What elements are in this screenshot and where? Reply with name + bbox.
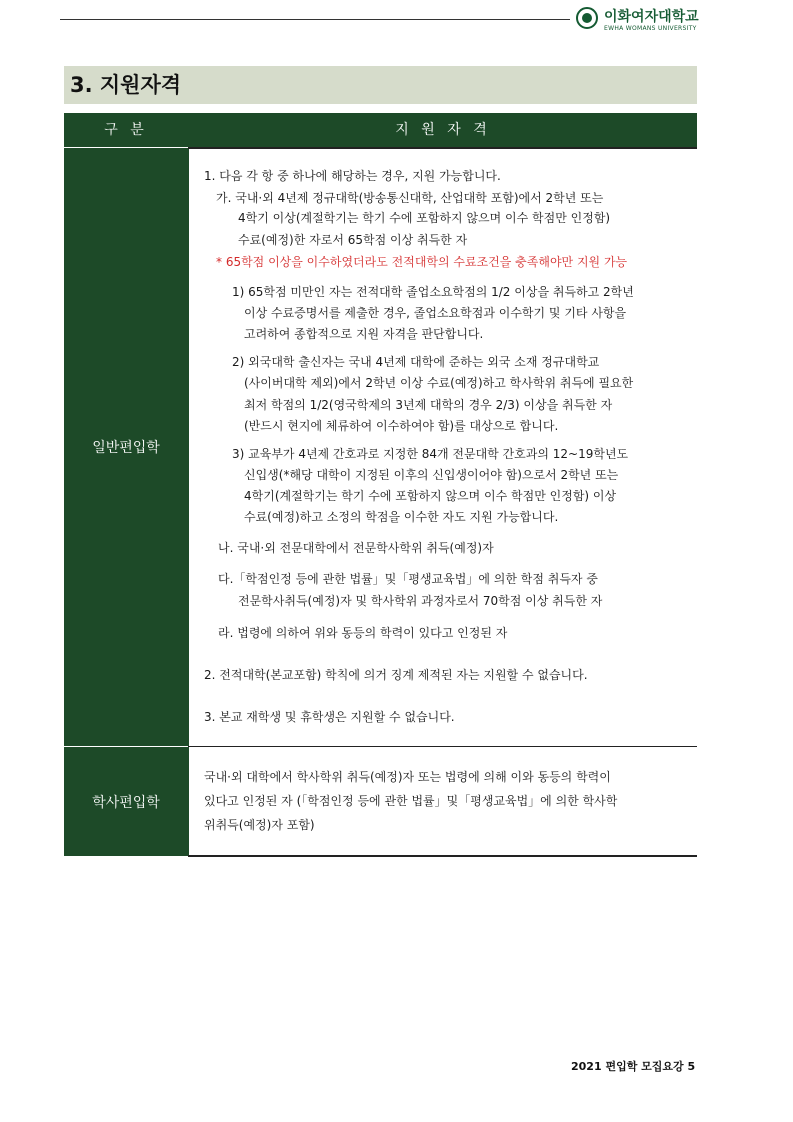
row-divider bbox=[188, 746, 697, 747]
eligibility-table bbox=[64, 113, 697, 857]
page-footer: 2021 편입학 모집요강 5 bbox=[571, 1060, 696, 1073]
bachelor-line-1: 국내·외 대학에서 학사학위 취득(예정)자 또는 법령에 의해 이와 동등의 학력이 bbox=[204, 770, 611, 784]
item-1-da: 다.「학점인정 등에 관한 법률」및「평생교육법」에 의한 학점 취득자 중 bbox=[218, 572, 598, 586]
sub-item-2-line3: 최저 학점의 1/2(영국학제의 3년제 대학의 경우 2/3) 이상을 취득한 자 bbox=[244, 398, 613, 412]
logo-subtitle: EWHA WOMANS UNIVERSITY bbox=[604, 25, 697, 32]
item-3: 3. 본교 재학생 및 휴학생은 지원할 수 없습니다. bbox=[204, 710, 455, 724]
item-1-ga-line2: 4학기 이상(계절학기는 학기 수에 포함하지 않으며 이수 학점만 인정함) bbox=[238, 211, 611, 225]
item-1-ga-line3: 수료(예정)한 자로서 65학점 이상 취득한 자 bbox=[238, 233, 468, 247]
sub-item-1-line3: 고려하여 종합적으로 지원 자격을 판단합니다. bbox=[244, 327, 484, 341]
note-completion-condition: * 65학점 이상을 이수하였더라도 전적대학의 수료조건을 충족해야만 지원 가능 bbox=[216, 255, 628, 269]
item-1-na: 나. 국내·외 전문대학에서 전문학사학위 취득(예정)자 bbox=[218, 541, 494, 555]
university-seal-icon bbox=[576, 7, 598, 29]
item-1-ra: 라. 법령에 의하여 위와 동등의 학력이 있다고 인정된 자 bbox=[218, 626, 508, 640]
row-label-bachelor bbox=[64, 747, 188, 856]
item-1-da-line2: 전문학사취득(예정)자 및 학사학위 과정자로서 70학점 이상 취득한 자 bbox=[238, 594, 603, 608]
header-category: 구 분 bbox=[64, 113, 188, 147]
sub-item-3-line3: 4학기(계절학기는 학기 수에 포함하지 않으며 이수 학점만 인정함) 이상 bbox=[244, 489, 617, 503]
header-divider bbox=[188, 147, 697, 149]
bachelor-line-2: 있다고 인정된 자 (「학점인정 등에 관한 법률」및「평생교육법」에 의한 학사학 bbox=[204, 794, 618, 808]
sub-item-2: 2) 외국대학 출신자는 국내 4년제 대학에 준하는 외국 소재 정규대학교 bbox=[232, 355, 600, 369]
item-2: 2. 전적대학(본교포함) 학칙에 의거 징계 제적된 자는 지원할 수 없습니다. bbox=[204, 668, 588, 682]
header-rule bbox=[60, 19, 570, 20]
sub-item-2-line4: (반드시 현지에 체류하여 이수하여야 함)를 대상으로 합니다. bbox=[244, 419, 559, 433]
bachelor-label: 학사편입학 bbox=[92, 794, 160, 811]
logo-name: 이화여자대학교 bbox=[604, 9, 699, 25]
sub-item-3-line4: 수료(예정)하고 소정의 학점을 이수한 자도 지원 가능합니다. bbox=[244, 510, 559, 524]
column-divider bbox=[188, 113, 189, 856]
sub-item-3: 3) 교육부가 4년제 간호과로 지정한 84개 전문대학 간호과의 12~19학년도 bbox=[232, 447, 629, 461]
row-label-general bbox=[64, 148, 188, 746]
bachelor-line-3: 위취득(예정)자 포함) bbox=[204, 818, 315, 832]
university-logo bbox=[576, 5, 736, 35]
general-label: 일반편입학 bbox=[92, 440, 160, 456]
sub-item-1: 1) 65학점 미만인 자는 전적대학 졸업소요학점의 1/2 이상을 취득하고 2학년 bbox=[232, 285, 634, 299]
header-eligibility: 지 원 자 격 bbox=[189, 113, 697, 147]
section-title: 3. 지원자격 bbox=[64, 66, 697, 104]
table-bottom-rule bbox=[188, 855, 697, 857]
item-1-ga: 가. 국내·외 4년제 정규대학(방송통신대학, 산업대학 포함)에서 2학년 또는 bbox=[216, 191, 604, 205]
sub-item-3-line2: 신입생(*해당 대학이 지정된 이후의 신입생이어야 함)으로서 2학년 또는 bbox=[244, 468, 619, 482]
sub-item-2-line2: (사이버대학 제외)에서 2학년 이상 수료(예정)하고 학사학위 취득에 필요한 bbox=[244, 376, 634, 390]
sub-item-1-line2: 이상 수료증명서를 제출한 경우, 졸업소요학점과 이수학기 및 기타 사항을 bbox=[244, 306, 627, 320]
item-1: 1. 다음 각 항 중 하나에 해당하는 경우, 지원 가능합니다. bbox=[204, 169, 501, 183]
